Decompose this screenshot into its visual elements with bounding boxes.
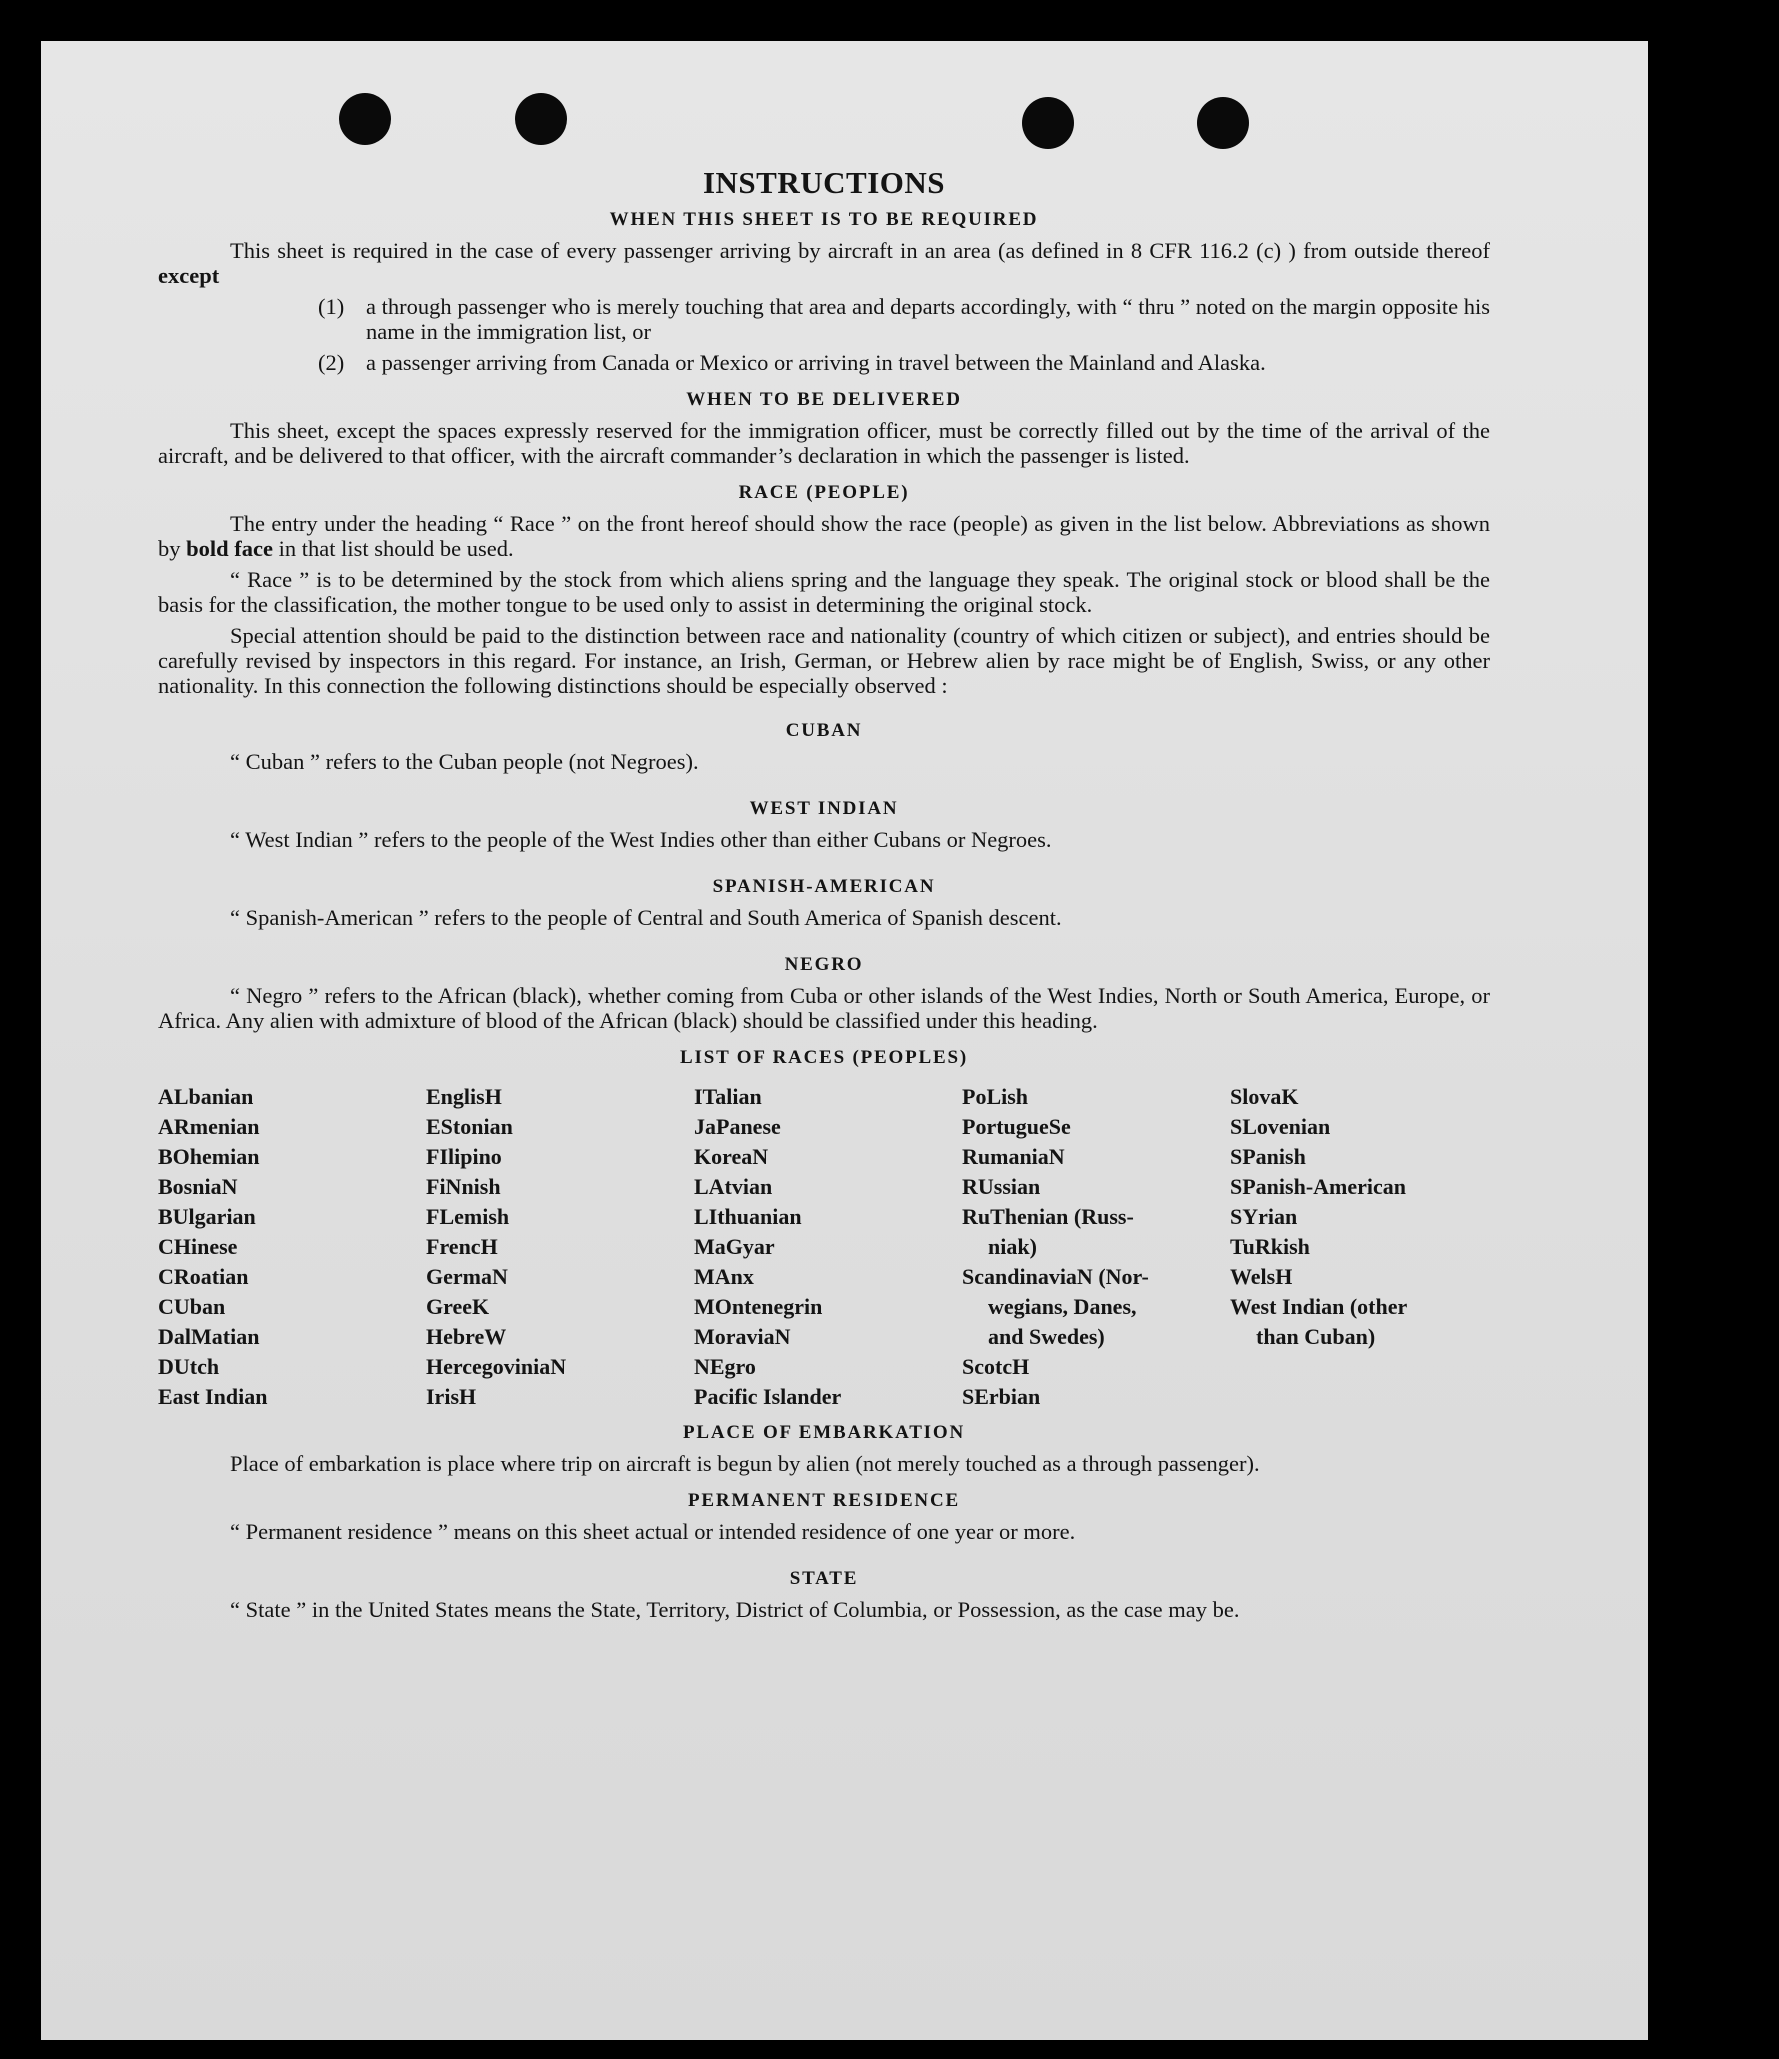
item-number: (2) (318, 350, 345, 375)
west-indian-text: “ West Indian ” refers to the people of the West Indies other than either Cubans or Negroes. (230, 827, 1052, 852)
heading-list-of-races: LIST OF RACES (PEOPLES) (680, 1047, 968, 1068)
heading-when-required: WHEN THIS SHEET IS TO BE REQUIRED (609, 209, 1039, 230)
embarkation-text: Place of embarkation is place where trip on aircraft is begun by alien (not merely touched as a through passenger). (230, 1451, 1260, 1476)
list-item: PortugueSe (962, 1114, 1071, 1139)
list-item: and Swedes) (988, 1324, 1105, 1349)
race-paragraph-1: The entry under the heading “ Race ” on the front hereof should show the race (people) as given in the list below. Abbreviations as shown by bold face in that list should be used. (158, 511, 1490, 561)
list-item: RuThenian (Russ- (962, 1204, 1134, 1229)
heading-when-delivered: WHEN TO BE DELIVERED (686, 389, 962, 410)
list-item: niak) (988, 1234, 1037, 1259)
heading-spanish-american: SPANISH-AMERICAN (712, 876, 936, 897)
list-item: FrencH (426, 1234, 498, 1259)
page-title: INSTRUCTIONS (702, 165, 945, 200)
race-paragraph-3: Special attention should be paid to the distinction between race and nationality (country of which citizen or subject), and entries should be carefully revised by inspectors in this regard. For instance, an Irish, German, or Hebrew alien by race might be of English, Swiss, or any other nationality. In this connection the following distinctions should be especially observed : (158, 623, 1490, 698)
list-item: GermaN (426, 1264, 508, 1289)
heading-negro: NEGRO (784, 954, 864, 975)
list-item: SlovaK (1230, 1084, 1299, 1109)
list-item: BosniaN (158, 1174, 238, 1199)
negro-text: “ Negro ” refers to the African (black), whether coming from Cuba or other islands of the West Indies, North or South America, Europe, or Africa. Any alien with admixture of blood of the African (black) should be classified under this heading. (158, 983, 1490, 1033)
heading-permanent-residence: PERMANENT RESIDENCE (688, 1490, 960, 1511)
list-item: FIlipino (426, 1144, 502, 1169)
heading-west-indian: WEST INDIAN (749, 798, 899, 819)
cuban-text: “ Cuban ” refers to the Cuban people (not Negroes). (230, 749, 699, 774)
item-text: a through passenger who is merely touching that area and departs accordingly, with “ thru ” noted on the margin opposite his name in the immigration list, or (366, 294, 1490, 344)
races-column-5 (1230, 1082, 1490, 1412)
list-item: KoreaN (694, 1144, 769, 1169)
list-item: PoLish (962, 1084, 1029, 1109)
list-item: DUtch (158, 1354, 220, 1379)
list-item: FiNnish (426, 1174, 501, 1199)
list-item: SYrian (1230, 1204, 1298, 1229)
heading-state: STATE (789, 1568, 859, 1589)
list-item: HebreW (426, 1324, 507, 1349)
races-column-4 (962, 1082, 1230, 1412)
list-item: GreeK (426, 1294, 490, 1319)
list-item: ALbanian (158, 1084, 254, 1109)
list-item: SErbian (962, 1384, 1041, 1409)
list-item: ARmenian (158, 1114, 260, 1139)
list-item: ScandinaviaN (Nor- (962, 1264, 1149, 1289)
list-item: BOhemian (158, 1144, 260, 1169)
list-item: CRoatian (158, 1264, 249, 1289)
list-item: RUssian (962, 1174, 1041, 1199)
heading-place-of-embarkation: PLACE OF EMBARKATION (683, 1422, 965, 1443)
except-bold: except (158, 263, 220, 288)
list-item: NEgro (694, 1354, 756, 1379)
heading-cuban: CUBAN (785, 720, 863, 741)
list-item: MAnx (694, 1264, 754, 1289)
list-item: wegians, Danes, (988, 1294, 1137, 1319)
list-item: Pacific Islander (694, 1384, 842, 1409)
list-item: than Cuban) (1256, 1324, 1376, 1349)
list-item: SPanish (1230, 1144, 1306, 1169)
list-item: East Indian (158, 1384, 268, 1409)
list-item: BUlgarian (158, 1204, 256, 1229)
delivered-text: This sheet, except the spaces expressly reserved for the immigration officer, must be correctly filled out by the time of the arrival of the aircraft, and be delivered to that officer, with the aircraft commander’s declaration in which the passenger is listed. (158, 418, 1490, 468)
races-column-1 (158, 1082, 426, 1412)
list-item: EnglisH (426, 1084, 502, 1109)
list-item: EStonian (426, 1114, 513, 1139)
list-item: JaPanese (694, 1114, 781, 1139)
list-item: MaGyar (694, 1234, 775, 1259)
state-text: “ State ” in the United States means the State, Territory, District of Columbia, or Possession, as the case may be. (230, 1597, 1240, 1622)
list-item: DalMatian (158, 1324, 260, 1349)
instructions-content (158, 130, 1490, 1628)
races-list (158, 1082, 1490, 1412)
list-item: CUban (158, 1294, 226, 1319)
list-item: West Indian (other (1230, 1294, 1408, 1319)
spanish-american-text: “ Spanish-American ” refers to the people of Central and South America of Spanish descent. (230, 905, 1062, 930)
residence-text: “ Permanent residence ” means on this sheet actual or intended residence of one year or more. (230, 1519, 1076, 1544)
list-item: LAtvian (694, 1174, 773, 1199)
required-intro: This sheet is required in the case of every passenger arriving by aircraft in an area (as defined in 8 CFR 116.2 (c) ) from outside thereof except (158, 238, 1490, 288)
list-item: FLemish (426, 1204, 510, 1229)
list-item: ScotcH (962, 1354, 1030, 1379)
list-item: HercegoviniaN (426, 1354, 567, 1379)
list-item: MoraviaN (694, 1324, 791, 1349)
heading-race: RACE (PEOPLE) (738, 482, 910, 503)
item-number: (1) (318, 294, 345, 319)
list-item: WelsH (1230, 1264, 1293, 1289)
races-column-2 (426, 1082, 694, 1412)
list-item (158, 350, 1490, 375)
item-text: a passenger arriving from Canada or Mexico or arriving in travel between the Mainland and Alaska. (366, 350, 1266, 375)
list-item: TuRkish (1230, 1234, 1310, 1259)
list-item: CHinese (158, 1234, 238, 1259)
race-paragraph-2: “ Race ” is to be determined by the stock from which aliens spring and the language they speak. The original stock or blood shall be the basis for the classification, the mother tongue to be used only to assist in determining the original stock. (158, 567, 1490, 617)
list-item: ITalian (694, 1084, 762, 1109)
list-item: SPanish-American (1230, 1174, 1406, 1199)
list-item: SLovenian (1230, 1114, 1331, 1139)
races-column-3 (694, 1082, 962, 1412)
list-item: RumaniaN (962, 1144, 1065, 1169)
list-item: MOntenegrin (694, 1294, 823, 1319)
list-item (158, 294, 1490, 344)
list-item: IrisH (426, 1384, 477, 1409)
list-item: LIthuanian (694, 1204, 802, 1229)
